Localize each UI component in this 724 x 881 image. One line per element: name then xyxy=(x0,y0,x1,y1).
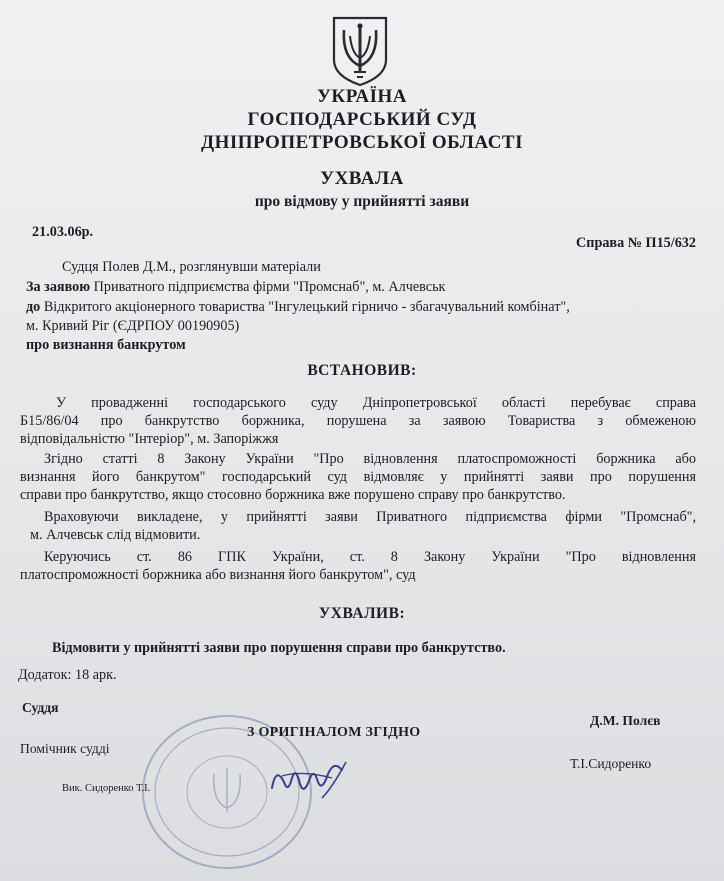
trident-emblem-icon xyxy=(330,14,390,88)
intro-line-3-bold: до xyxy=(26,299,41,315)
established-line-5: визнання його банкрутом" господарський суд відмовляє у прийнятті заяви про порушення xyxy=(20,469,696,485)
region-heading: ДНІПРОПЕТРОВСЬКОЇ ОБЛАСТІ xyxy=(201,132,523,153)
attachment-note: Додаток: 18 арк. xyxy=(18,667,117,683)
intro-line-3-rest: Відкритого акціонерного товариства "Інгулецький гірничо - збагачувальний комбінат", xyxy=(40,299,570,315)
court-heading: ГОСПОДАРСЬКИЙ СУД xyxy=(247,109,477,130)
established-line-3: відповідальністю "Інтеріор", м. Запоріжжя xyxy=(20,431,279,447)
established-line-8: м. Алчевськ слід відмовити. xyxy=(30,527,201,543)
established-line-10: платоспроможності боржника або визнання його банкрутом", суд xyxy=(20,567,416,583)
intro-line-1: Судця Полев Д.М., розглянувши матеріали xyxy=(62,259,321,275)
intro-line-2-rest: Приватного підприємства фірми "Промснаб", м. Алчевськ xyxy=(90,279,446,295)
established-line-6: справи про банкрутство, якщо стосовно боржника вже порушено справу про банкрутство. xyxy=(20,487,566,503)
assistant-name: Т.І.Сидоренко xyxy=(570,756,652,771)
established-heading: ВСТАНОВИВ: xyxy=(307,362,417,379)
established-line-9: Керуючись ст. 86 ГПК України, ст. 8 Закону України "Про відновлення xyxy=(44,549,696,565)
established-line-1: У провадженні господарського суду Дніпропетровської області перебуває справа xyxy=(56,395,696,411)
country-heading: УКРАЇНА xyxy=(316,86,407,107)
intro-line-2-bold: За заявою xyxy=(26,279,91,295)
certified-copy-mark: З ОРИГІНАЛОМ ЗГІДНО xyxy=(247,725,421,740)
judge-label: Суддя xyxy=(22,700,59,715)
established-line-2: Б15/86/04 про банкрутство боржника, порушена за заявою Товариства з обмеженою xyxy=(20,413,696,429)
document-title: УХВАЛА xyxy=(320,168,404,189)
executor-note: Вик. Сидоренко Т.І. xyxy=(62,783,151,794)
ruling-date: 21.03.06р. xyxy=(32,224,94,240)
assistant-label: Помічник судді xyxy=(20,741,110,756)
judge-name: Д.М. Полєв xyxy=(590,713,661,728)
intro-line-4: м. Кривий Ріг (ЄДРПОУ 00190905) xyxy=(26,318,240,334)
handwritten-signature xyxy=(262,748,362,808)
intro-line-2 xyxy=(26,279,445,296)
case-number: Справа № П15/632 xyxy=(576,235,696,251)
established-line-4: Згідно статті 8 Закону України "Про відновлення платоспроможності боржника або xyxy=(44,451,696,467)
decided-text: Відмовити у прийнятті заяви про порушення справи про банкрутство. xyxy=(52,640,506,656)
document-subtitle: про відмову у прийнятті заяви xyxy=(254,193,470,210)
established-line-7: Враховуючи викладене, у прийнятті заяви Приватного підприємства фірми "Промснаб", xyxy=(44,509,696,525)
intro-line-5: про визнання банкрутом xyxy=(26,337,186,353)
decided-heading: УХВАЛИВ: xyxy=(318,605,406,622)
intro-line-3 xyxy=(26,299,570,316)
